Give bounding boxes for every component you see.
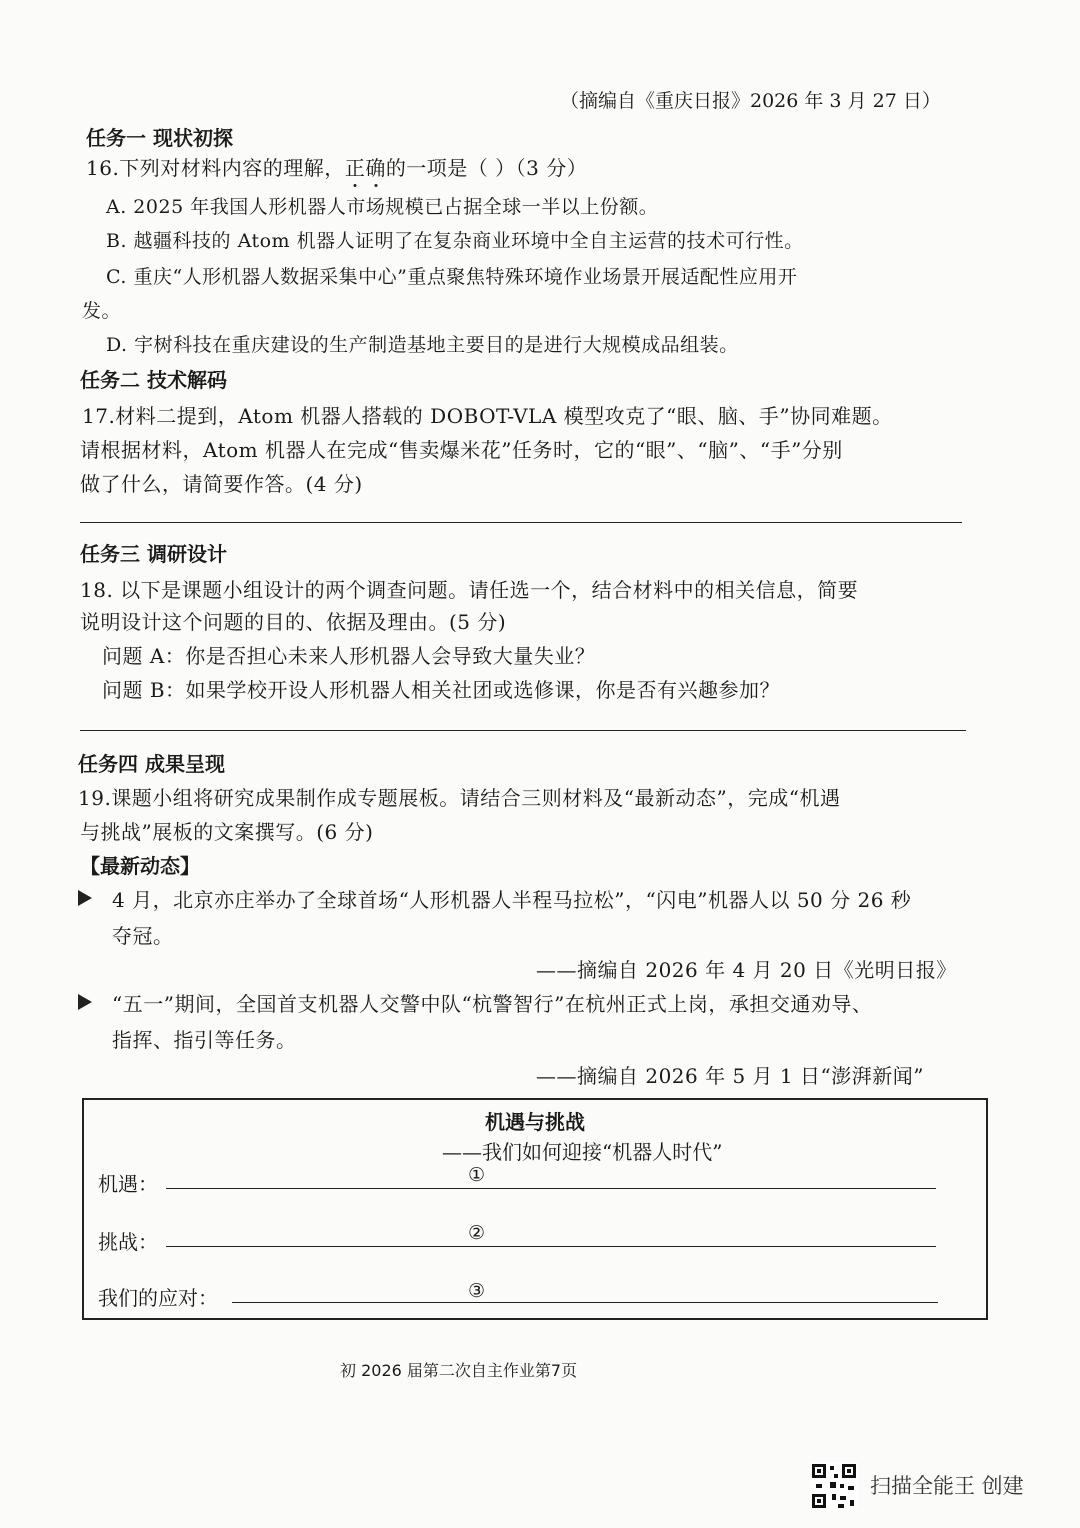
page-footer: 初 2026 届第二次自主作业第7页 [340,1361,578,1380]
option-c-line2: 发。 [82,300,122,322]
scanner-watermark: 扫描全能王 创建 [870,1474,1024,1498]
row-challenge-label: 挑战： [98,1230,158,1254]
news2-source: ——摘编自 2026 年 5 月 1 日“澎湃新闻” [536,1064,924,1088]
task2-title: 任务二 技术解码 [80,368,227,392]
source-citation-top: （摘编自《重庆日报》2026 年 3 月 27 日） [560,90,941,112]
question-17-line1: 17.材料二提到，Atom 机器人搭载的 DOBOT-VLA 模型攻克了“眼、脑、手”协同难题。 [82,404,893,428]
task1-title: 任务一 现状初探 [86,126,233,150]
option-d: D. 宇树科技在重庆建设的生产制造基地主要目的是进行大规模成品组装。 [106,334,739,356]
question-16-tail: 的一项是（ ）（3 分） [385,156,588,180]
news2-line2: 指挥、指引等任务。 [112,1028,297,1052]
opportunity-answer-line[interactable] [166,1188,936,1189]
emphasis-char-1: 正 [344,156,366,180]
answer-line-17 [80,522,962,523]
task3-title: 任务三 调研设计 [80,542,227,566]
question-16 [86,152,587,181]
bullet-arrow-icon [78,994,92,1010]
news1-line1: 4 月，北京亦庄举办了全球首场“人形机器人半程马拉松”，“闪电”机器人以 50 分 26 秒 [112,888,912,912]
news-heading: 【最新动态】 [80,854,200,878]
challenge-answer-line[interactable] [166,1246,936,1247]
response-answer-line[interactable] [232,1302,938,1303]
row-challenge-marker: ② [468,1222,486,1244]
emphasis-char-2: 确 [365,156,386,180]
question-17-line3: 做了什么，请简要作答。(4 分) [80,472,363,496]
question-a: 问题 A：你是否担心未来人形机器人会导致大量失业？ [102,644,596,668]
task4-title: 任务四 成果呈现 [78,752,225,776]
question-17-line2: 请根据材料，Atom 机器人在完成“售卖爆米花”任务时，它的“眼”、“脑”、“手”分别 [80,438,843,462]
board-title: 机遇与挑战 [485,1110,585,1134]
option-c-line1: C. 重庆“人形机器人数据采集中心”重点聚焦特殊环境作业场景开展适配性应用开 [106,266,798,288]
question-16-text: 16.下列对材料内容的理解， [86,156,345,180]
question-b: 问题 B：如果学校开设人形机器人相关社团或选修课，你是否有兴趣参加？ [102,678,781,702]
row-opportunity-marker: ① [468,1164,486,1186]
question-19-line2: 与挑战”展板的文案撰写。(6 分) [80,820,374,844]
question-18-line1: 18. 以下是课题小组设计的两个调查问题。请任选一个，结合材料中的相关信息，简要 [80,578,859,602]
answer-line-18 [80,730,966,731]
question-19-line1: 19.课题小组将研究成果制作成专题展板。请结合三则材料及“最新动态”，完成“机遇 [78,786,841,810]
qr-code-icon [810,1462,858,1510]
news1-source: ——摘编自 2026 年 4 月 20 日《光明日报》 [536,958,957,982]
exhibition-board [82,1098,988,1320]
row-opportunity-label: 机遇： [98,1172,158,1196]
row-response-marker: ③ [468,1280,486,1302]
option-a: A. 2025 年我国人形机器人市场规模已占据全球一半以上份额。 [106,196,659,218]
board-subtitle: ——我们如何迎接“机器人时代” [442,1140,723,1164]
question-18-line2: 说明设计这个问题的目的、依据及理由。(5 分) [80,610,507,634]
option-b: B. 越疆科技的 Atom 机器人证明了在复杂商业环境中全自主运营的技术可行性。 [106,230,804,252]
news1-line2: 夺冠。 [112,924,174,948]
row-response-label: 我们的应对： [98,1286,218,1310]
bullet-arrow-icon [78,890,92,906]
news2-line1: “五一”期间，全国首支机器人交警中队“杭警智行”在杭州正式上岗，承担交通劝导、 [112,992,873,1016]
